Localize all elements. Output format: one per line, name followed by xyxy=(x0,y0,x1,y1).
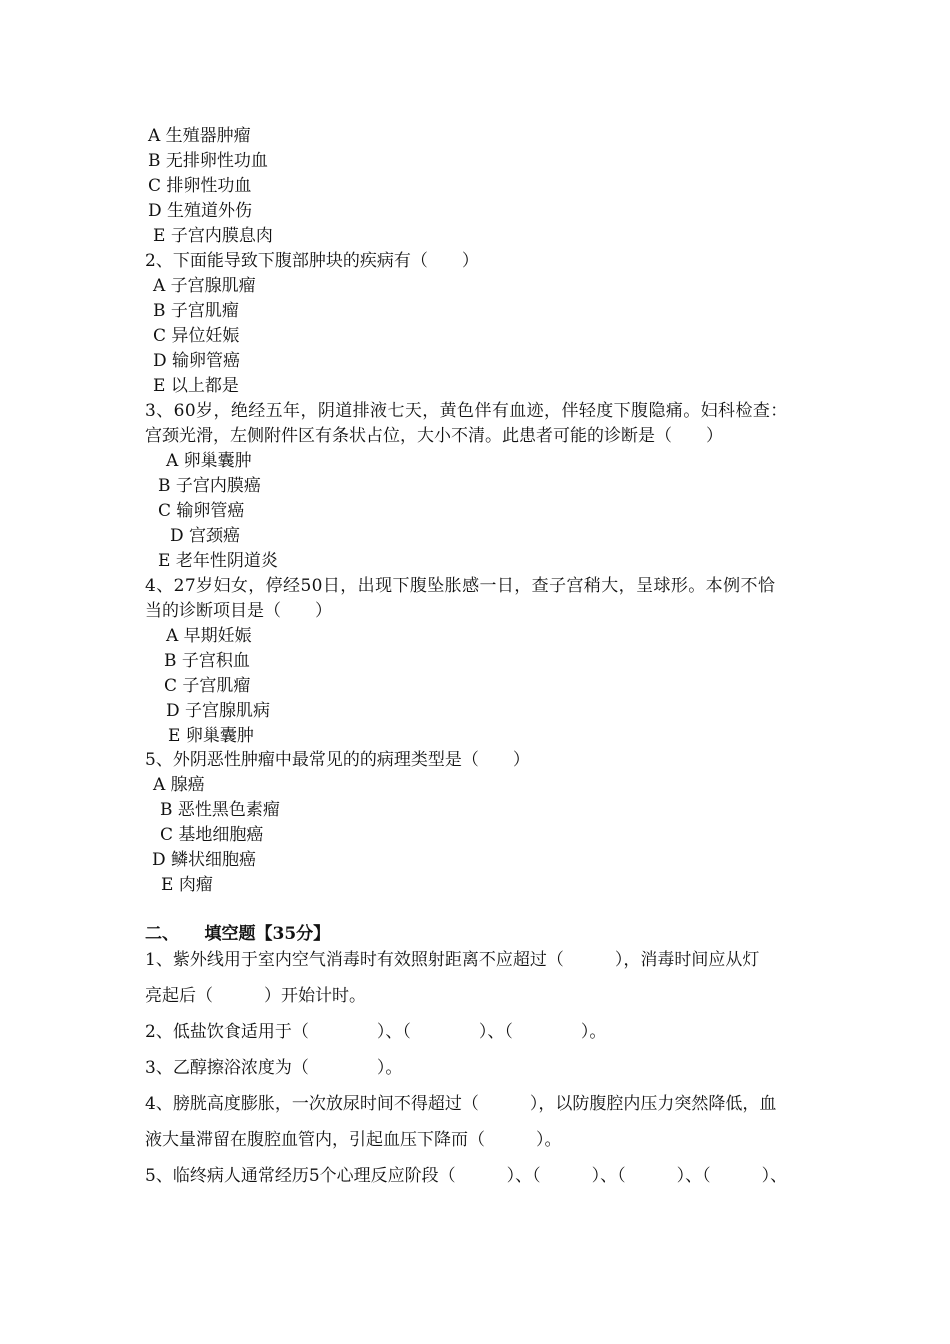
section2-heading: 二、 填空题【35分】 xyxy=(145,924,331,944)
q5-option-d: D 鳞状细胞癌 xyxy=(152,850,257,870)
q3-option-e: E 老年性阴道炎 xyxy=(158,551,278,571)
q3-stem-line1: 3、60岁，绝经五年，阴道排液七天，黄色伴有血迹，伴轻度下腹隐痛。妇科检查： xyxy=(145,401,788,421)
fill4-line2: 液大量滞留在腹腔血管内，引起血压下降而（ ）。 xyxy=(145,1130,562,1150)
q5-option-e: E 肉瘤 xyxy=(161,875,213,895)
q3-option-d: D 宫颈癌 xyxy=(170,526,241,546)
q1-option-b: B 无排卵性功血 xyxy=(148,151,268,171)
fill1-line2: 亮起后（ ）开始计时。 xyxy=(145,986,366,1006)
q2-option-b: B 子宫肌瘤 xyxy=(153,301,239,321)
fill3: 3、乙醇擦浴浓度为（ ）。 xyxy=(145,1058,403,1078)
fill4-line1: 4、膀胱高度膨胀，一次放尿时间不得超过（ ），以防腹腔内压力突然降低，血 xyxy=(145,1094,777,1114)
q5-stem: 5、外阴恶性肿瘤中最常见的的病理类型是（ ） xyxy=(145,750,530,770)
q1-option-d: D 生殖道外伤 xyxy=(148,201,253,221)
q1-option-e: E 子宫内膜息肉 xyxy=(153,226,273,246)
q4-option-c: C 子宫肌瘤 xyxy=(164,676,251,696)
q3-option-c: C 输卵管癌 xyxy=(158,501,245,521)
q3-option-b: B 子宫内膜癌 xyxy=(158,476,261,496)
q1-option-c: C 排卵性功血 xyxy=(148,176,252,196)
q4-option-e: E 卵巢囊肿 xyxy=(168,726,254,746)
q5-option-a: A 腺癌 xyxy=(153,775,205,795)
fill2: 2、低盐饮食适用于（ ）、（ ）、（ ）。 xyxy=(145,1022,607,1042)
q3-option-a: A 卵巢囊肿 xyxy=(166,451,252,471)
q2-option-d: D 输卵管癌 xyxy=(153,351,241,371)
q4-option-d: D 子宫腺肌病 xyxy=(166,701,271,721)
q5-option-b: B 恶性黑色素瘤 xyxy=(160,800,280,820)
q4-option-b: B 子宫积血 xyxy=(164,651,250,671)
fill5: 5、临终病人通常经历5个心理反应阶段（ ）、（ ）、（ ）、（ ）、 xyxy=(145,1166,788,1186)
q2-stem: 2、下面能导致下腹部肿块的疾病有（ ） xyxy=(145,251,479,271)
q4-stem-line2: 当的诊断项目是（ ） xyxy=(145,601,332,621)
q3-stem-line2: 宫颈光滑，左侧附件区有条状占位，大小不清。此患者可能的诊断是（ ） xyxy=(145,426,723,446)
fill1-line1: 1、紫外线用于室内空气消毒时有效照射距离不应超过（ ），消毒时间应从灯 xyxy=(145,950,760,970)
q4-stem-line1: 4、27岁妇女，停经50日，出现下腹坠胀感一日，查子宫稍大，呈球形。本例不恰 xyxy=(145,576,776,596)
q2-option-a: A 子宫腺肌瘤 xyxy=(153,276,256,296)
q2-option-c: C 异位妊娠 xyxy=(153,326,240,346)
q4-option-a: A 早期妊娠 xyxy=(166,626,252,646)
q2-option-e: E 以上都是 xyxy=(153,376,239,396)
q5-option-c: C 基地细胞癌 xyxy=(160,825,264,845)
q1-option-a: A 生殖器肿瘤 xyxy=(148,126,251,146)
